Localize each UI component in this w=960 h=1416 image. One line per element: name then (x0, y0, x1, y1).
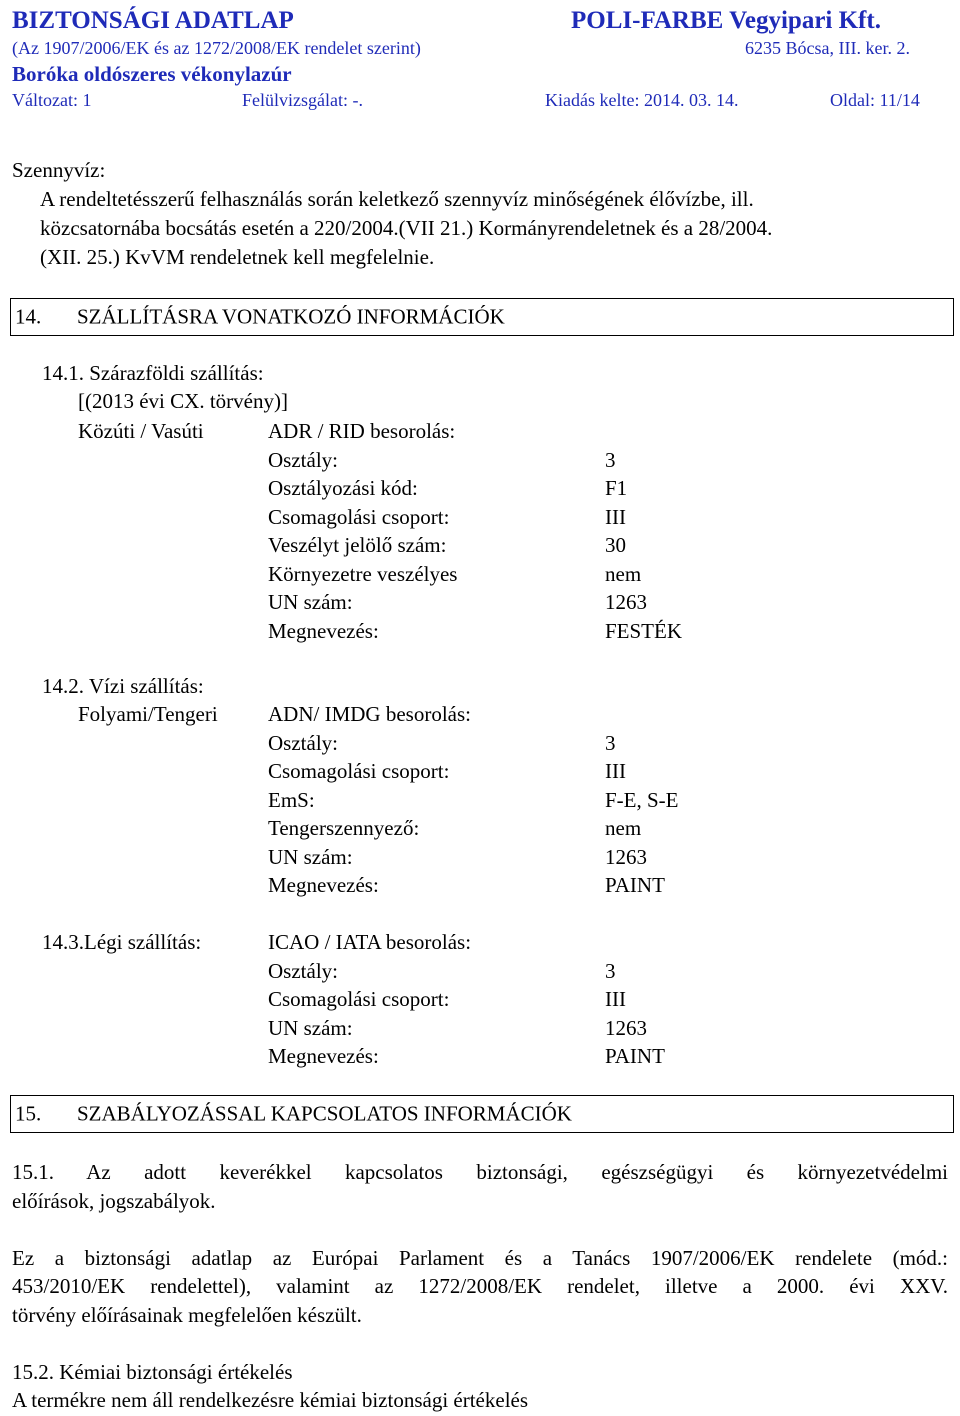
classification-heading: ADR / RID besorolás: (268, 419, 456, 443)
field-value: 1263 (605, 590, 647, 614)
wastewater-line: közcsatornába bocsátás esetén a 220/2004.(VII 21.) Kormányrendeletnek és a 28/2004. (40, 216, 773, 240)
section-number: 14. (15, 304, 42, 329)
field-label: Megnevezés: (268, 873, 379, 897)
section-title: SZABÁLYOZÁSSAL KAPCSOLATOS INFORMÁCIÓK (77, 1101, 572, 1126)
field-value: 3 (605, 448, 616, 472)
field-value: 3 (605, 959, 616, 983)
paragraph-line: 453/2010/EK rendelettel), valamint az 1272/2008/EK rendelet, illetve a 2000. évi XXV. (12, 1274, 948, 1298)
product-name: Boróka oldószeres vékonylazúr (12, 62, 292, 86)
field-value: III (605, 987, 626, 1011)
field-value: PAINT (605, 873, 665, 897)
transport-mode: Közúti / Vasúti (78, 419, 204, 443)
field-label: Osztály: (268, 448, 338, 472)
version: Változat: 1 (12, 90, 92, 110)
classification-heading: ADN/ IMDG besorolás: (268, 702, 471, 726)
field-label: Tengerszennyező: (268, 816, 420, 840)
field-value: III (605, 759, 626, 783)
paragraph-line: 15.1. Az adott keverékkel kapcsolatos biztonsági, egészségügyi és környezetvédelmi (12, 1160, 948, 1184)
field-value: nem (605, 816, 642, 840)
field-label: UN szám: (268, 845, 353, 869)
field-label: Csomagolási csoport: (268, 505, 450, 529)
classification-heading: ICAO / IATA besorolás: (268, 930, 472, 954)
field-label: Osztályozási kód: (268, 476, 418, 500)
wastewater-line: A rendeltetésszerű felhasználás során keletkező szennyvíz minőségének élővízbe, ill. (40, 187, 754, 211)
field-value: F-E, S-E (605, 788, 679, 812)
subsection-heading: 14.2. Vízi szállítás: (42, 674, 204, 698)
field-label: Megnevezés: (268, 1044, 379, 1068)
paragraph-line: A termékre nem áll rendelkezésre kémiai biztonsági értékelés (12, 1388, 529, 1412)
field-label: Megnevezés: (268, 619, 379, 643)
field-label: Csomagolási csoport: (268, 759, 450, 783)
paragraph-line: előírások, jogszabályok. (12, 1189, 216, 1213)
section-number: 15. (15, 1101, 42, 1126)
field-value: 1263 (605, 845, 647, 869)
field-label: Osztály: (268, 959, 338, 983)
field-value: PAINT (605, 1044, 665, 1068)
field-value: 1263 (605, 1016, 647, 1040)
field-label: UN szám: (268, 1016, 353, 1040)
field-value: 30 (605, 533, 626, 557)
law-reference: [(2013 évi CX. törvény)] (78, 389, 288, 413)
doc-title: BIZTONSÁGI ADATLAP (12, 7, 294, 34)
field-label: Környezetre veszélyes (268, 562, 458, 586)
field-value: F1 (605, 476, 628, 500)
wastewater-line: (XII. 25.) KvVM rendeletnek kell megfelelnie. (40, 245, 435, 269)
field-label: EmS: (268, 788, 315, 812)
subsection-heading: 14.1. Szárazföldi szállítás: (42, 361, 264, 385)
section-14-header (10, 298, 954, 336)
review-status: Felülvizsgálat: -. (242, 90, 363, 110)
wastewater-title: Szennyvíz: (12, 158, 106, 182)
field-value: FESTÉK (605, 619, 683, 643)
page-number: Oldal: 11/14 (830, 90, 920, 110)
section-title: SZÁLLÍTÁSRA VONATKOZÓ INFORMÁCIÓK (77, 304, 505, 329)
paragraph-line: Ez a biztonsági adatlap az Európai Parlament és a Tanács 1907/2006/EK rendelete (mód.: (12, 1246, 948, 1270)
issue-date: Kiadás kelte: 2014. 03. 14. (545, 90, 739, 110)
field-label: UN szám: (268, 590, 353, 614)
field-label: Osztály: (268, 731, 338, 755)
field-label: Csomagolási csoport: (268, 987, 450, 1011)
field-label: Veszélyt jelölő szám: (268, 533, 447, 557)
subsection-heading: 14.3.Légi szállítás: (42, 930, 202, 954)
company-address: 6235 Bócsa, III. ker. 2. (745, 38, 910, 58)
section-15-header (10, 1095, 954, 1133)
field-value: 3 (605, 731, 616, 755)
subsection-heading: 15.2. Kémiai biztonsági értékelés (12, 1360, 293, 1384)
regulation-note: (Az 1907/2006/EK és az 1272/2008/EK rendelet szerint) (12, 38, 421, 58)
field-value: nem (605, 562, 642, 586)
company-name: POLI-FARBE Vegyipari Kft. (571, 7, 881, 34)
paragraph-line: törvény előírásainak megfelelően készült. (12, 1303, 362, 1327)
transport-mode: Folyami/Tengeri (78, 702, 218, 726)
field-value: III (605, 505, 626, 529)
